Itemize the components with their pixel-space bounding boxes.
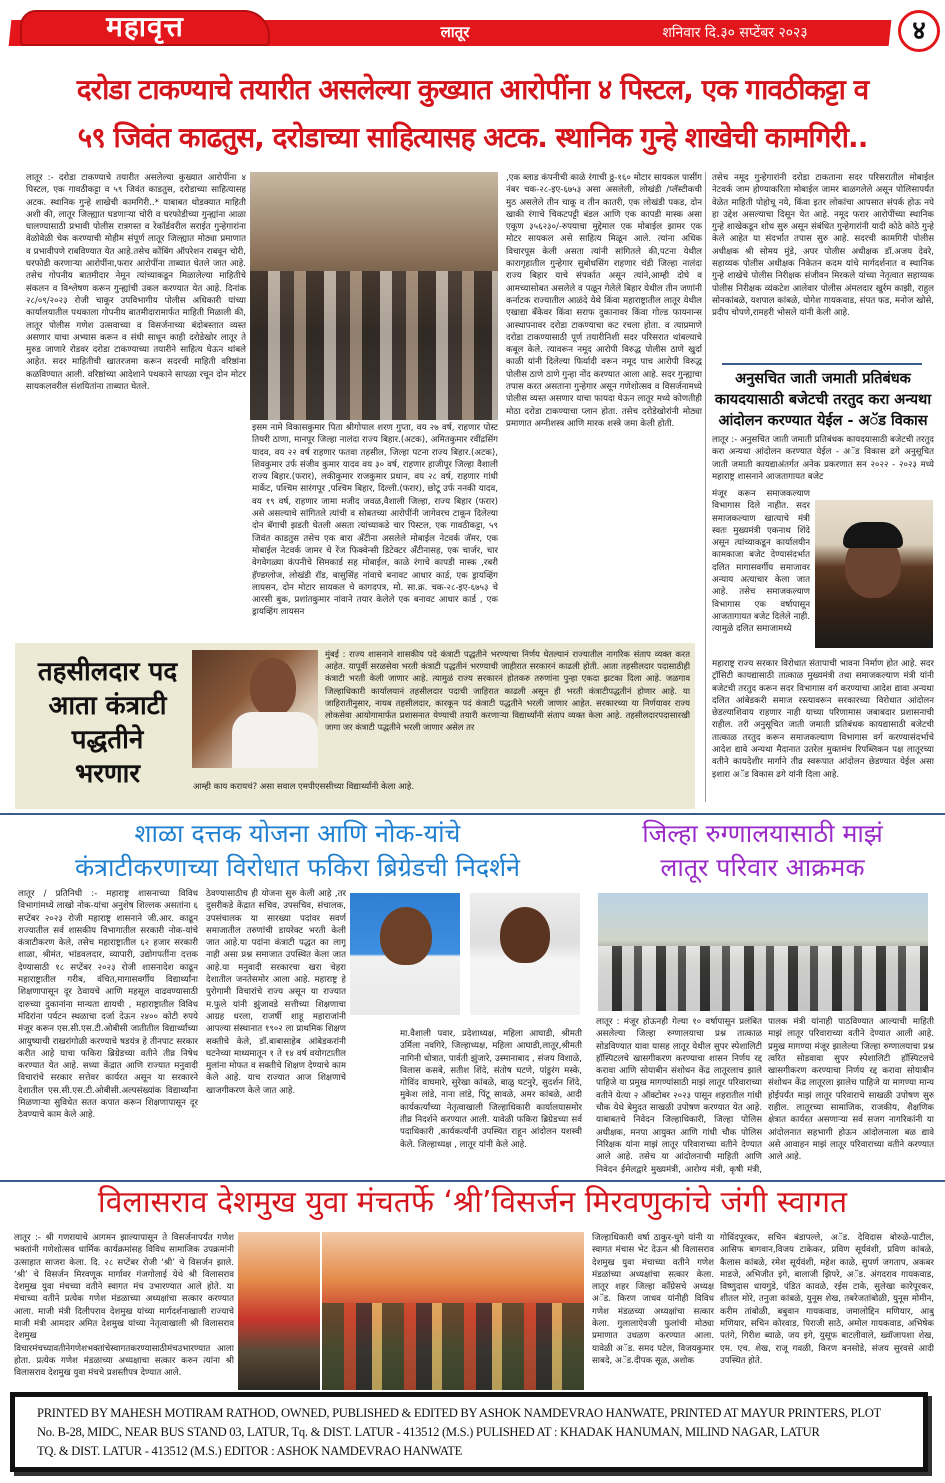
visarjan-col2: जिल्हाधिकारी वर्षा ठाकुर-घुगे यांनी या स्वागत मंचास भेट देऊन श्री विलासराव देशमुख युवा मंचाच्या वतीने गणेश मंडळांच्या अध्यक्षांचा सत्कार केला. लातूर शहर जिल्हा काँग्रेसचे अध्यक्ष अॅड. किरण जाधव यांनीही विविध गणेश मंडळच्या अध्यक्षांचा सत्कार केला. गुलालाऐवजी फुलांची मोठ्या प्रमाणात उधळण करण्यात आला. यावेळी अॅड. समद पटेल, विजयकुमार साबदे, अॅड.दीपक सूळ, अशोक	[592, 1233, 714, 1366]
photo-shirt	[232, 712, 318, 768]
photo-face	[380, 907, 432, 965]
atrocity-narrow-col: मंजूर करून समाजकल्याण विभागास दिले नाहीत. सदर समाजकल्याण खात्याचे मंत्री स्वतः मुख्यमंत्री एकनाथ शिंदे असून त्यांच्याकडून कार्यालयीन कामकाजा बजेट देण्यासंदर्भात दलित मागासवर्गीय समाजावर अन्याय अत्याचार केला जात आहे. तसेच समाजकल्याण विभागास एक वर्षापासून आजतागायत बजेट दिलेले नाही. त्यामुळे दलित समाजामध्ये	[712, 489, 810, 635]
newspaper-title: महावृत्त	[106, 10, 184, 43]
hospital-headline-line1: जिल्हा रुग्णालयासाठी माझं	[642, 819, 883, 848]
hospital-headline-line2: लातूर परिवार आक्रमक	[660, 853, 865, 882]
cm-photo	[192, 650, 318, 768]
activist-photo-1	[350, 893, 460, 1015]
atrocity-headline: अनुसचित जाती जमाती प्रतिबंधक कायदयासाठी बजेटची तरतुद करा अन्यथा आंदोलन करण्यात येईल - अॅड विकास	[714, 371, 932, 429]
lead-story-col2: इसम नामे विकासकुमार पिता श्रीगोपाल शरण गुप्ता, वय २७ वर्ष, राहणार पोस्ट तियरी ठाणा, मानपूर जिल्हा नालंदा राज्य बिहार.(अटक), अमितकुमार रवींद्रसिंग यादव, वय २२ वर्ष राहणार फतवा तहसील, जिल्हा पटना राज्य बिहार.(अटक), शिवकुमार उर्फ संजीव कुमार यादव वय ३० वर्ष, राहणार हाजीपूर जिल्हा वैशाली राज्य बिहार.(फरार), लकीकुमार राजकुमार प्रधान, वय २८ वर्ष, राहणार गांधी मार्केट, पश्चिम सारंगपूर ,पश्चिम बिहार, दिल्ली.(फरार), छोटू उर्फ ननकी यादव, वय १९ वर्ष, राहणार जामा मजीद जवळ,वैशाली जिल्हा, राज्य बिहार (फरार) असे असल्याचे सांगितले त्यांची व सोबतच्या आरोपींनी जागेवरच टाकून दिलेल्या दोन बॅगाची झडती घेतली असता त्यांच्याकडे चार पिस्टल, एक गावठीकट्टा, ५९ जिवंत काडतुस तसेच एक बारा अँटीना असलेले मोबाईल नेटवर्क जॅमर, एक मोबाईल नेटवर्क जामर चे रेंज फिक्वेन्सी डिटेक्टर अँटीनासह, एक चार्जर, चार वेगवेगळ्या कंपनीचे सिमकार्ड सह मोबाईल, काळे रंगाचे कापडी मास्क ,रबरी हॅण्डग्लोज, लोखंडी रॉड, बासुसिंह नांवाचे बनावट आधार कार्ड, एक ड्रायव्हिंग लायसन, दोन मोटार सायकल चे कागदपत्र, मो. सा.क्र. चक-२८-इए-६७५३ चे आरसी बुक, प्रशांतकुमार नांवाने तयार केलेले एक बनावट आधार कार्ड , एक ड्रायव्हिंग लायसन	[252, 423, 498, 618]
hospital-headline	[590, 817, 935, 885]
imprint-line-2: No. B-28, MIDC, NEAR BUS STAND 03, LATUR, Tq. & DIST. LATUR - 413512 (M.S.) PULISHED AT : KHADAK HANUMAN, MILIND NAGAR, LATUR	[37, 1425, 820, 1439]
visarjan-col1: लातूर :- श्री गणरायाचे आगमन झाल्यापासून ते विसर्जनापर्यंत गणेश भक्तांनी गणेशोत्सव धार्मिक कार्यक्रमांसह विविध सामाजिक उपक्रमांनी उत्साहात साजरा केला. दि. २८ सप्टेंबर रोजी ‘श्री’ चे विसर्जन झाले. ‘श्री’ चे विसर्जन मिरवणूक मार्गावर गंजगोलाई येथे श्री विलासराव देशमुख युवा मंचच्या वतीने स्वागत मंच उभारण्यात आले होते. या मंचाच्या वतीने प्रत्येक गणेश मंडळाच्या अध्यक्षांचा सत्कार करण्यात आला. माजी मंत्री दिलीपराव देशमुख यांच्या मार्गदर्शनाखाली राज्याचे माजी मंत्री आमदार अमित देशमुख यांच्या नेतृत्वाखाली श्री विलासराव देशमुख विचारमंचच्यावतीनेगणेशभक्तांचेस्वागतकरण्यासाठीमंचउभारण्यात आला होता. प्रत्येक गणेश मंडळाच्या अध्यक्षाचा सत्कार करुन त्यांना श्री विलासराव देशमुख युवा मंचचे प्रशस्तीपत्र देण्यात आले.	[14, 1233, 234, 1379]
imprint-line-1: PRINTED BY MAHESH MOTIRAM RATHOD, OWNED, PUBLISHED & EDITED BY ASHOK NAMDEVRAO HANWATE, PRINTED AT MAYUR PRINTERS, PLOT	[37, 1406, 881, 1420]
visarjan-photo-main	[322, 1232, 584, 1390]
school-headline-line2: कंत्राटीकरणाच्या विरोधात फकिरा ब्रिग्रेडची निदर्शने	[74, 853, 521, 882]
section-divider	[0, 813, 945, 815]
issue-date: शनिवार दि.३० सप्टेंबर २०२३	[662, 25, 808, 41]
visarjan-col3: गोविंदपूरकर, सचिन बंडापल्ले, अॅड. देविदास बोरुळे-पाटील, आसिफ बागवान,विजय टाकेकर, प्रविण सूर्यवंशी, प्रविण कांबळे, कैलास कांबळे, रमेश सूर्यवंशी, महेश काळे, सुपर्ण जगताप, अकबर माडजे, अभिजीत इगे, बालाजी झिपरे, अॅड. अंगदराव गायकवाड, विष्णुदास धायगुडे, पंडित कावळे, रईस टाके, सुलेखा कारेपूरकर, शीतल मोरे, तनुजा कांबळे, युनूस शेख, तबरेजतांबोळी, युनूस मोमीन, करीम तांबोळी, बबुवान गायकवाड, जमालोद्दिन मणियार, आबु मणियार, सचिन कोरवाड, पिराजी साठे, अमोल गायकवाड, अभिषेक पतंगे, गिरीश ब्याळे, जय इगे, युसूफ बाटलीवाले, ख्वॉजापशा शेख, एम. एच. शेख, राजू गवळी, किरण बनसोडे, संजय सुरवसे आदी उपस्थित होते.	[720, 1233, 934, 1366]
photo-people-group	[250, 271, 498, 420]
activist-photo-2	[470, 893, 580, 1015]
lead-story-col1: लातूर :- दरोडा टाकण्याचे तयारीत असलेल्या कुख्यात आरोपींना ४ पिस्टल, एक गावठीकट्टा व ५९ जिवंत काडतुस, दरोडाच्या साहित्यासह अटक. स्थानिक गुन्हे शाखेची कामगिरी..* याबाबत थोडक्यात माहिती अशी की, लातूर जिल्ह्यात घडणाऱ्या चोरी व घरफोडीच्या गुन्ह्यांना आळा घालण्यासाठी प्रभावी पोलीस रात्रगस्त व रेकॉर्डवरील सराईत गुन्हेगारांना वेळोवेळी चेक करण्याची मोहीम संपूर्ण लातूर जिल्ह्यात मोठ्या प्रमाणात व प्रभावीपणे राबविण्यात येत आहे.तसेच कोंबिंग ऑपरेशन राबवून चोरी, घरफोडी करणाऱ्या आरोपींना,फरार आरोपींना ताब्यात घेतले जात आहे. तसेच गोपनीय बातमीदार नेमून त्यांच्याकडून मिळालेल्या माहितीचे संकलन व विश्लेषण करून गुन्ह्यांची उकल करण्यात येत आहे. दिनांक २८/०९/२०२३ रोजी चाकूर उपविभागीय पोलीस अधिकारी यांच्या कार्यालयातील पथकाला गोपनीय बातमीदारामार्फत माहिती मिळाली की, लातूर पोलीस गणेश उत्सवाच्या व विसर्जनाच्या बंदोबस्तात व्यस्त असणार याचा अभ्यास करून व संधी साधून काही दरोडेखोर लातूर ते मुरुड जाणारे रोडवर दरोडा टाकण्याच्या तयारीने साहित्य घेऊन थांबले आहेत. सदर माहितीची खातरजमा करून सदरची माहिती वरिष्ठांना कळविण्यात आली. वरिष्ठांच्या आदेशाने पथकाने सापळा रचून दोन मोटर सायकलवरील संशयितांना ताब्यात घेतले.	[26, 173, 246, 393]
tahsildar-body: मुंबई : राज्य शासनाने शासकीय पदे कंत्राटी पद्धतीने भरण्याचा निर्णय घेतल्यानं राज्यातील नागरिक संताप व्यक्त करत आहेत. यापूर्वी सरळसेवा भरती कंत्राटी पद्धतीनं भरण्याची जाहीरात सरकारनं काढली होती. आता तहसीलदार पदासाठीही कंत्राटी भरती केली जाणार आहे. त्यामुळं राज्य सरकारनं होतकरु तरुणांना पुन्हा एकदा झटका दिला आहे. जळगाव जिल्हाधिकारी कार्यालयानं तहसीलदार पदाची जाहिरात काढली असून ही भरती कंत्राटीपद्धतीनं होणार आहे. या जाहिरातीनुसार, नायब तहसीलदार, कारकून पदं कंत्राटी पद्धतीने भरली जाणार आहेत. सरकारच्या या निर्णयावर राज्य लोकसेवा आयोगामार्फत प्रशासनात येण्याची तयारी करणाऱ्या विद्यार्थ्यांनी संताप व्यक्त केला आहे. तहसीलदारपदासारखी जागा जर कंत्राटी पद्धतीने भरली जाणार असेल तर	[325, 649, 690, 733]
photo-crowd	[322, 1303, 584, 1390]
atrocity-body: महाराष्ट्र राज्य सरकार विरोधात संतापाची भावना निर्माण होत आहे. सदर ट्रॉसिटी कायद्यासाठी तात्काळ मुख्यमंत्री तथा समाजकल्याण मंत्री यांनी बजेटची तरतुद करून सदर विभागास वर्ग करण्याचा आदेश द्यावा अन्यथा दलित आंबेडकरी समाज रस्त्यावरून सरकारच्या विरोधात आंदोलन छेडल्याशिवाय राहणार नाही याच्या परिणामास जबाबदार प्रशासनाची राहील. तरी अनुसूचित जाती जमाती प्रतिबंधक कायद्यासाठी बजेटची तात्काळ तरतुद करून समाजकल्याण विभागास वर्ग करण्यासंदर्भाचे आदेश द्यावे अन्यथा मैदानात उतरेल मुक्तमंच रिपब्लिकन पक्ष लातूरच्या वतीने कायदेशीर मार्गाने तीव्र स्वरूपात आंदोलन छेडण्यात येईल असा इशारा अॅड विकास ढगे यांनी दिला आहे.	[712, 659, 934, 780]
visarjan-photo-left	[238, 1232, 320, 1390]
advocate-portrait-photo	[815, 500, 933, 648]
lead-headline-line1: दरोडा टाकण्याचे तयारीत असलेल्या कुख्यात आरोपींना ४ पिस्टल, एक गावठीकट्टा व	[76, 73, 869, 106]
print-line-footer	[10, 1392, 928, 1472]
hospital-col2: पालक मंत्री यांनाही पाठविण्यात आल्याची माहिती माझं लातूर परिवाराच्या वतीने देण्यात आली आहे. प्रमुख मागण्या मंजूर झालेल्या जिल्हा रुग्णालयाचा प्रश्न त्वरित सोडवावा सुपर स्पेशालिटी हॉस्पिटलचे खासगीकरण करण्याचा निर्णय रद्द करावा सोयाबीन संशोधन केंद्र लातूरला झालेच पाहिजे या मागण्या मान्य होईपर्यंत माझं लातूर परिवाराचे साखळी उपोषण सुरु राहील. लातूरच्या सामाजिक, राजकीय, शैक्षणिक क्षेत्रात कार्यरत असणाऱ्या सर्व सजग नागरिकांनी या आंदोलनात सहभागी होऊन आंदोलनाला बळ द्यावे असे आवाहन माझं लातूर परिवाराच्या वतीने करण्यात आले आहे.	[768, 1017, 934, 1163]
masthead	[10, 10, 940, 56]
lead-headline	[10, 66, 935, 166]
hospital-col1: लातूर : मंजूर होऊनही गेल्या १० वर्षापासून प्रलंबित असलेल्या जिल्हा रुग्णालयाचा प्रश्न तात्काळ सोडविण्यात यावा यासह लातूर येथील सुपर स्पेशालिटी हॉस्पिटलचे खासगीकरण करण्याचा शासन निर्णय रद्द करावा आणि सोयाबीन संशोधन केंद्र लातूरलाच झाले पाहिजे या प्रमुख मागण्यांसाठी माझं लातूर परिवाराच्या वतीने येत्या २ ऑक्टोबर २०२३ पासून शहरातील गांधी चौक येथे बेमुदत साखळी उपोषण करण्यात येत आहे. याबाबतचे निवेदन जिल्हाधिकारी, जिल्हा पोलिस अधीक्षक, मनपा आयुक्त आणि गांधी चौक पोलिस निरिक्षक यांना माझं लातूर परिवाराच्या वतीने देण्यात आले आहे. तसेच या आंदोलनाची माहिती आणि निवेदन ईमेलद्वारे मुख्यमंत्री, आरोग्य मंत्री, कृषी मंत्री,	[596, 1017, 762, 1175]
imprint-line-3: TQ. & DIST. LATUR - 413512 (M.S.) EDITOR : ASHOK NAMDEVRAO HANWATE	[37, 1444, 463, 1458]
atrocity-intro: लातूर :- अनुसचित जाती जमाती प्रतिबंधक कायदयासाठी बजेटची तरतुद करा अन्यथा आंदोलन करण्यात येईल - अॅड विकास ढगे अनुसूचित जाती जमाती कायद्याअंतर्गत अनेक प्रकरणात सन २०२२ - २०२३ मध्ये महाराष्ट्र शासनाने आजतागायत बजेट	[712, 435, 934, 482]
column-divider	[705, 172, 706, 802]
school-headline-line1: शाळा दत्तक योजना आणि नोक-यांचे	[134, 819, 461, 848]
portrait-hair	[843, 522, 903, 548]
lead-headline-line2: ५९ जिवंत काढतुस, दरोडाच्या साहित्यासह अटक. स्थानिक गुन्हे शाखेची कामगिरी..	[77, 121, 868, 154]
school-col3: मा.वैशाली पवार, प्रदेशाध्यक्ष, महिला आघाडी, श्रीमती उर्मिला नवगिरे, जिल्हाध्यक्ष, महिला आघाडी,लातूर,श्रीमती नागिनी धोत्रात, पार्वती झुंजारे, उस्मानाबाद , संजय विशाळे, विलास कसबे, सतीश शिंदे, संतोष घटणे, पांडुरंग मस्के, गोविंद वाघमारे, सुरेखा कांबळे, बाळु घटनुरे, सुदर्शन शिंदे, मुकेश लांडे, नाना लांडे, पिंटू सावळे, अमर कांबळे, आदी कार्यकर्त्यांच्या नेतृत्वाखाली जिल्हाधिकारी कार्यालयासमोर तीव्र निदर्शने करण्यात आली. यावेळी फकिरा ब्रिग्रेडच्या सर्व पदाधिकारी ,कार्यकर्त्यांनी उपस्थित राहून आंदोलन यशस्वी केले. जिल्हाध्यक्ष , लातूर यांनी केले आहे.	[400, 1029, 582, 1150]
hospital-protest-photo	[598, 893, 928, 1011]
page-number: ४	[898, 10, 940, 52]
photo-face	[250, 658, 296, 716]
section-divider	[0, 1180, 945, 1182]
school-col2: ठेवण्यासाठीच ही योजना सुरु केली आहे ,तर दुसरीकडे केंद्रात सचिव, उपसचिव, संचालक, उपसंचालक या सारख्या पदांवर सवर्ण समाजातील तरुणांची डायरेक्ट भरती केली जात आहे.या पदांना कंत्राटी पद्धत का लागू नाही असा प्रश्न समाजात उपस्थित केला जात आहे.या मनुवादी सरकारचा खरा चेहरा देशातील जनतेसमोर आला आहे. महाराष्ट्र हे पुरोगामी विचारांचे राज्य असून या राज्यात म.फुले यांनी झुंजावडे सत्तीच्या शिक्षणाचा आग्रह धरला, राजर्षी शाहू महाराजांनी आपल्या संस्थानात १९०२ ला प्राथमिक शिक्षण सक्तीचे केले, डॉ.बाबासाहेब आंबेडकरांनी घटनेच्या माध्यमातून १ ते १४ वर्ष वयोगटातील मुलांना मोफत व सक्तीचे शिक्षण देण्याचे काम केले आहे. याच राज्यात आज शिक्षणाचे खाजगीकरण केले जात आहे.	[206, 889, 346, 1096]
edition-city: लातूर	[440, 23, 470, 41]
school-headline	[10, 817, 585, 885]
tahsildar-caption: आम्ही काय करायचं? असा सवाल एमपीएससीच्या विद्यार्थ्यांनी केला आहे.	[193, 782, 415, 792]
lead-story-col4: तसेच नमूद गुन्हेगारांनी दरोडा टाकताना सदर परिसरातील मोबाईल नेटवर्क जाम होण्याकरिता मोबाईल जामर बाळगलेले असून पोलिसापर्यंत वेळेत माहिती पोहोचू नये, किंवा इतर लोकांचा आपसात संपर्क होऊ नये हा उद्देश असल्याचा दिसून येत आहे. नमूद फरार आरोपींच्या स्थानिक गुन्हे शाखेकडून शोध सुरु असून संबंधित गुन्हेगारांनी यादी कोठे कोठे गुन्हे केले आहेत या संदर्भात तपास सुरु आहे. सदरची कामगिरी पोलीस अधीक्षक श्री सोमय मुंडे, अपर पोलीस अधीक्षक डॉ.अजय देवरे, सहाय्यक पोलीस अधीक्षक निकेतन कदम यांचे मार्गदर्शनात व स्थानिक गुन्हे शाखेचे पोलीस निरीक्षक संजीवन मिरकले यांच्या नेतृत्वात सहाय्यक पोलीस निरीक्षक व्यंकटेश आलेवार पोलीस अंमलदार खुर्रम काझी, राहुल सोनकांबळे, यशपाल कांबळे, योगेश गायकवाड, संपत फड, मनोज खोसे, प्रदीप चोपणे,रामहरी भोसले यांनी केली आहे.	[712, 173, 934, 319]
visarjan-headline: विलासराव देशमुख युवा मंचतर्फे ‘श्री’विसर्जन मिरवणुकांचे जंगी स्वागत	[97, 1185, 848, 1220]
lead-story-photo	[250, 172, 498, 420]
lead-story-col3: ,एक ब्लाड कंपनीची काळे रंगाची ठ्ठ-१६० मोटार सायकल पासींग नंबर चक-२८-इए-६७५३ असा असलेली, लोखंडी /प्लॅस्टीकची मुठ असलेले तीन चाकू व तीन कातरी, एक लोखंडी पकड, दोन खाकी रंगाचे चिकटपट्टी बंडल आणि एक कापडी मास्क असा एकूण ३५६२३०/-रुपयाचा मुद्देमाल एक मोबाईल झामर एक मोटर सायकल असे साहित्य मिळून आले. त्यांना अधिक विचारपूस केली असता त्यांनी सांगितले की,पटना येथील कारागृहातील गुन्हेगार सुबोधसिंग राहणार चंडी जिल्हा नालंदा राज्य बिहार याचे संपर्कात असून त्यांने,आम्ही दोघे व आमच्यासोबत असलेले व पळून गेलेले बिहार येथील तीन जणांनी कर्नाटक राज्यातील आळंदे येथे किंवा महाराष्ट्रातील लातूर येथील एखाद्या बँकेवर किंवा सराफ दुकानावर किंवा गोल्ड फायनान्स आस्थापनावर दरोडा टाकण्याचा कट रचला होता. व त्याप्रमाणे दरोडा टाकण्यासाठी पूर्ण तयारीनिशी सदर परिसरात थांबल्याचे कबूल केले. त्यावरून नमूद आरोपी विरुद्ध पोलीस ठाणे खुर्दा काळी यांनी दिलेल्या फिर्यादी वरून नमूद पाच आरोपी विरुद्ध पोलीस ठाणे ठाणे गुन्हा नोंद करण्यात आला आहे. सदर गुन्ह्याचा तपास करत असताना गुन्हेगार असून गणेशोत्सव व विसर्जनामध्ये पोलीस व्यस्त असणार याचा फायदा घेऊन लातूर मध्ये कोणतीही मोठा दरोडा टाकण्याचा प्लान होता. तसेच दरोडेखोरांनी मोठ्या प्रमाणात अग्नीशस्त्र आणि मारक शस्त्रे जमा केली होती.	[506, 173, 702, 429]
tahsildar-box	[15, 643, 695, 809]
photo-face	[500, 907, 550, 963]
school-col1: लातूर / प्रतिनिधी :- महाराष्ट्र शासनाच्या विविध विभागांमध्ये लाखो नोक-यांचा अनुशेष शिल्लक असतांना ६ सप्टेंबर २०२३ रोजी महाराष्ट्र शासनाने जी.आर. काढून राज्यातील सर्व शासकीय विभागातील सरकारी नोक-यांचे कंत्राटीकरण केले, तसेच महाराष्ट्रातील ६२ हजार सरकारी शाळा, श्रीमंत, भांडवलदार, व्यापारी, उद्योगपतींना दत्तक देण्यासाठी १८ सप्टेंबर २०२३ रोजी शासनादेश काढून महाराष्ट्रातील गरीब, वंचित,मागासवर्गीय विद्यार्थ्यांना शिक्षणापासून दूर ठेवायचे आणि महसूल वाढवण्यासाठी दारुच्या दुकानांना मान्यता द्यायची , महाराष्ट्रातील विविध मंदिरांना पर्यटन स्थळाचा दर्जा देऊन २४०० कोटी रुपये मंजूर करून एस.सी.एस.टी.ओबीसी जातीतील विद्यार्थ्यांच्या आयुष्याची राखरांगोळी करण्याचे षडयंत्र हे तीनपाट सरकार करीत आहे याचा फकिरा ब्रिग्रेडच्या वतीने तीव्र निषेध करण्यात येत आहे. सध्या केंद्रात आणि राज्यात मनुवादी विचारांचे सरकार सत्तेवर कार्यरत असून या सरकारने देशातील एस.सी.एस.टी.ओबीसी.अल्पसंख्यांक विद्यार्थ्यांना मिळणाऱ्या सुविधेत सतत कपात करून शिक्षणापासून दूर ठेवण्याचे काम केले आहे.	[18, 889, 198, 1121]
tahsildar-headline: तहसीलदार पद आता कंत्राटी पद्धतीने भरणार	[37, 657, 178, 789]
photo-people-group	[598, 946, 928, 1011]
section-rule	[722, 363, 922, 365]
